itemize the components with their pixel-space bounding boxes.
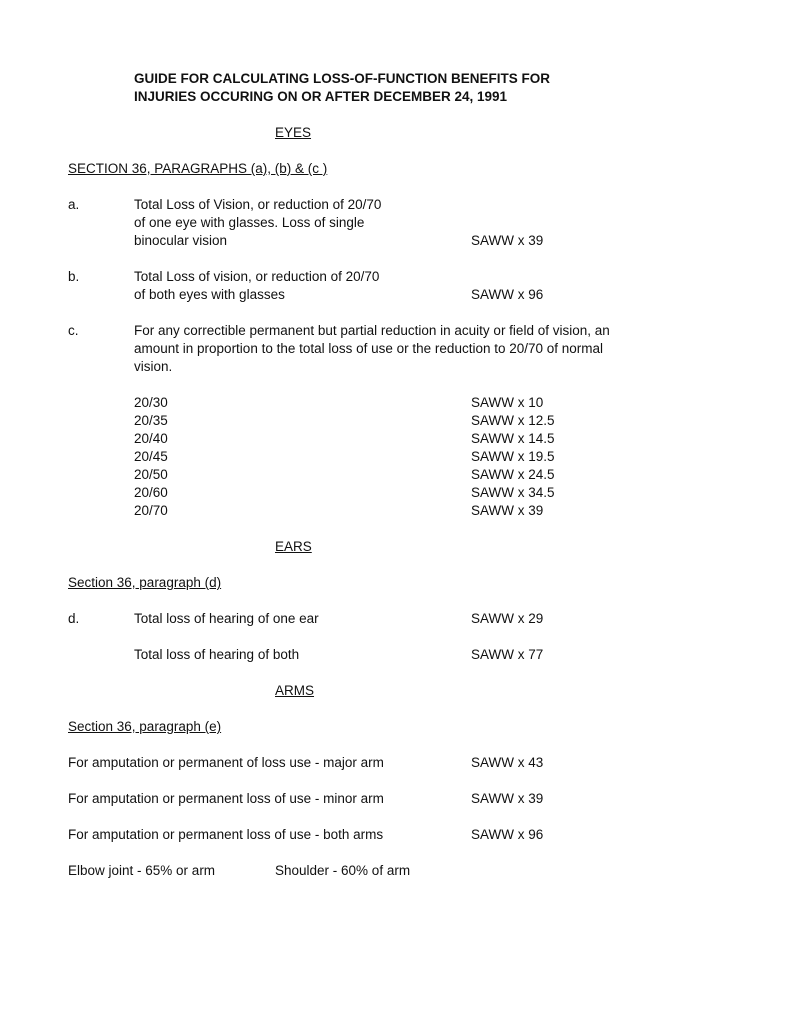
arm-row-text: For amputation or permanent of loss use - major arm — [68, 755, 384, 770]
acuity-row-value: SAWW x 39 — [471, 503, 544, 518]
eyes-heading: EYES — [275, 125, 312, 140]
item-c-text-line-2: amount in proportion to the total loss of use or the reduction to 20/70 of normal — [134, 341, 604, 356]
item-c-text-line-3: vision. — [134, 359, 173, 374]
document-title-line-1: GUIDE FOR CALCULATING LOSS-OF-FUNCTION BENEFITS FOR — [134, 71, 550, 86]
acuity-row-label: 20/60 — [134, 485, 168, 500]
ears-heading: EARS — [275, 539, 312, 554]
acuity-row-value: SAWW x 34.5 — [471, 485, 555, 500]
item-d-value: SAWW x 29 — [471, 611, 544, 626]
acuity-row-value: SAWW x 10 — [471, 395, 544, 410]
document-title-line-2: INJURIES OCCURING ON OR AFTER DECEMBER 24, 1991 — [134, 89, 508, 104]
acuity-row-label: 20/40 — [134, 431, 168, 446]
item-a-value: SAWW x 39 — [471, 233, 544, 248]
arms-heading: ARMS — [275, 683, 315, 698]
eyes-section-heading: SECTION 36, PARAGRAPHS (a), (b) & (c ) — [68, 161, 328, 176]
acuity-row-label: 20/50 — [134, 467, 168, 482]
item-a-text-line-3: binocular vision — [134, 233, 228, 248]
arms-section-heading: Section 36, paragraph (e) — [68, 719, 222, 734]
acuity-row-value: SAWW x 19.5 — [471, 449, 555, 464]
elbow-joint-text: Elbow joint - 65% or arm — [68, 863, 216, 878]
acuity-row-label: 20/45 — [134, 449, 168, 464]
item-a-label: a. — [68, 197, 80, 212]
item-c-label: c. — [68, 323, 79, 338]
item-a-text-line-1: Total Loss of Vision, or reduction of 20/70 — [134, 197, 382, 212]
item-c-text-line-1: For any correctible permanent but partial reduction in acuity or field of vision, an — [134, 323, 610, 338]
hearing-both-value: SAWW x 77 — [471, 647, 544, 662]
arm-row-text: For amputation or permanent loss of use - minor arm — [68, 791, 384, 806]
item-a-text-line-2: of one eye with glasses. Loss of single — [134, 215, 365, 230]
item-b-text-line-2: of both eyes with glasses — [134, 287, 285, 302]
shoulder-text: Shoulder - 60% of arm — [275, 863, 411, 878]
ears-section-heading: Section 36, paragraph (d) — [68, 575, 222, 590]
acuity-row-value: SAWW x 24.5 — [471, 467, 555, 482]
hearing-both-text: Total loss of hearing of both — [134, 647, 300, 662]
item-b-label: b. — [68, 269, 80, 284]
acuity-row-value: SAWW x 12.5 — [471, 413, 555, 428]
arm-row-text: For amputation or permanent loss of use - both arms — [68, 827, 384, 842]
item-b-text-line-1: Total Loss of vision, or reduction of 20/70 — [134, 269, 380, 284]
acuity-row-label: 20/70 — [134, 503, 168, 518]
acuity-row-value: SAWW x 14.5 — [471, 431, 555, 446]
item-b-value: SAWW x 96 — [471, 287, 544, 302]
item-d-label: d. — [68, 611, 80, 626]
item-d-text: Total loss of hearing of one ear — [134, 611, 319, 626]
arm-row-value: SAWW x 43 — [471, 755, 544, 770]
arm-row-value: SAWW x 39 — [471, 791, 544, 806]
acuity-row-label: 20/30 — [134, 395, 168, 410]
arm-row-value: SAWW x 96 — [471, 827, 544, 842]
acuity-row-label: 20/35 — [134, 413, 168, 428]
